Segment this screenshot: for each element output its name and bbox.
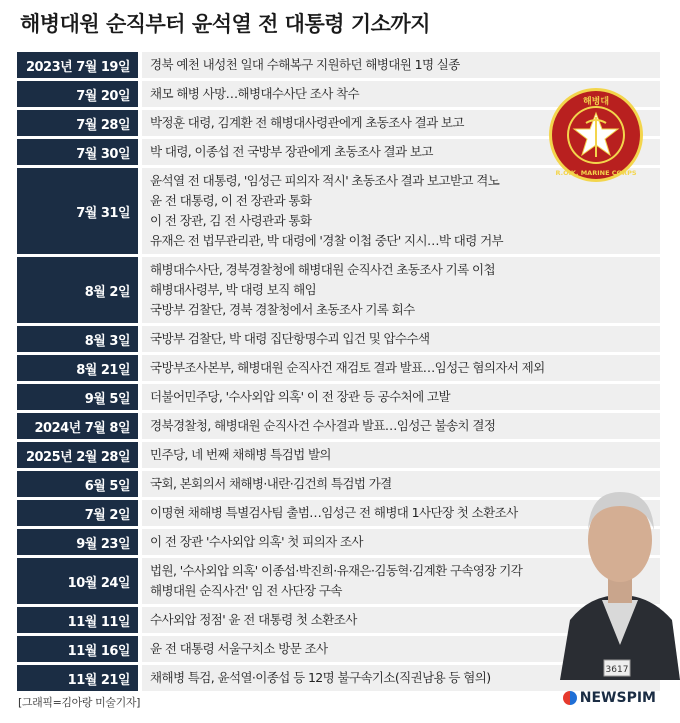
newspim-logo-icon (563, 691, 577, 705)
timeline-date: 6월 5일 (17, 471, 138, 497)
timeline-event-line: 유재은 전 법무관리관, 박 대령에 '경찰 이첩 중단' 지시…박 대령 거부 (150, 233, 504, 248)
timeline-row (17, 413, 660, 439)
timeline-date: 2025년 2월 28일 (17, 442, 138, 468)
timeline-event (142, 326, 660, 352)
portrait-badge: 3617 (605, 665, 629, 675)
timeline-event-line: 국방부 검찰단, 경북 경찰청에서 초동조사 기록 회수 (150, 302, 415, 317)
timeline-event-line: 윤석열 전 대통령, '임성근 피의자 적시' 초동조사 결과 보고받고 격노 (150, 173, 500, 188)
emblem-bottom-text: R.O.K. MARINE CORPS (555, 169, 637, 177)
timeline-date: 7월 28일 (17, 110, 138, 136)
timeline-event-line: 해병대사령부, 박 대령 보직 해임 (150, 282, 317, 297)
timeline-date: 8월 2일 (17, 257, 138, 323)
timeline-date: 9월 5일 (17, 384, 138, 410)
timeline-event-line: 채모 해병 사망…해병대수사단 조사 착수 (150, 86, 359, 101)
timeline-event-line: 이 전 장관, 김 전 사령관과 통화 (150, 213, 312, 228)
timeline-event-line: 채해병 특검, 윤석열·이종섭 등 12명 불구속기소(직권남용 등 혐의) (150, 670, 491, 685)
newspim-logo-text: NEWSPIM (579, 690, 656, 706)
timeline-date: 8월 3일 (17, 326, 138, 352)
timeline-event (142, 257, 660, 323)
page-title: 해병대원 순직부터 윤석열 전 대통령 기소까지 (20, 12, 430, 36)
graphic-credit: [그래픽=김아랑 미술기자] (18, 696, 140, 709)
timeline-event (142, 413, 660, 439)
timeline-event-line: 국방부조사본부, 해병대원 순직사건 재검토 결과 발표…임성근 혐의자서 제외 (150, 360, 545, 375)
timeline-event-line: 윤 전 대통령 서울구치소 방문 조사 (150, 641, 328, 656)
timeline-event-line: 더불어민주당, '수사외압 의혹' 이 전 장관 등 공수처에 고발 (150, 389, 450, 404)
timeline-event-line: 경북 예천 내성천 일대 수해복구 지원하던 해병대원 1명 실종 (150, 57, 460, 72)
timeline-event-line: 민주당, 네 번째 채해병 특검법 발의 (150, 447, 331, 462)
timeline-event-line: 이 전 장관 '수사외압 의혹' 첫 피의자 조사 (150, 534, 363, 549)
newspim-logo (563, 690, 656, 706)
timeline-date: 7월 31일 (17, 168, 138, 254)
timeline-event (142, 52, 660, 78)
timeline-event-line: 윤 전 대통령, 이 전 장관과 통화 (150, 193, 312, 208)
timeline-event-line: 경북경찰청, 해병대원 순직사건 수사결과 발표…임성근 불송치 결정 (150, 418, 496, 433)
timeline-event-line: 국회, 본회의서 채해병·내란·김건희 특검법 가결 (150, 476, 392, 491)
timeline-event (142, 384, 660, 410)
timeline-row (17, 355, 660, 381)
timeline-event-line: 해병대원 순직사건' 임 전 사단장 구속 (150, 583, 342, 598)
emblem-top-text: 해병대 (582, 97, 610, 107)
marine-corps-emblem-icon (548, 87, 644, 183)
timeline-event-line: 박정훈 대령, 김계환 전 해병대사령관에게 초동조사 결과 보고 (150, 115, 464, 130)
timeline-date: 11월 11일 (17, 607, 138, 633)
timeline-event-line: 이명현 채해병 특별검사팀 출범…임성근 전 해병대 1사단장 첫 소환조사 (150, 505, 518, 520)
timeline-row (17, 442, 660, 468)
timeline-date: 9월 23일 (17, 529, 138, 555)
timeline-event-line: 법원, '수사외압 의혹' 이종섭·박진희·유재은·김동혁·김계환 구속영장 기각 (150, 563, 523, 578)
timeline-row (17, 384, 660, 410)
timeline-date: 7월 20일 (17, 81, 138, 107)
timeline-row (17, 326, 660, 352)
timeline-date: 2023년 7월 19일 (17, 52, 138, 78)
timeline-event-line: 해병대수사단, 경북경찰청에 해병대원 순직사건 초동조사 기록 이첩 (150, 262, 495, 277)
person-portrait-icon (560, 470, 680, 680)
timeline-row (17, 257, 660, 323)
timeline-row (17, 52, 660, 78)
timeline-event (142, 355, 660, 381)
timeline-date: 10월 24일 (17, 558, 138, 604)
timeline-event-line: 박 대령, 이종섭 전 국방부 장관에게 초동조사 결과 보고 (150, 144, 433, 159)
timeline-date: 11월 16일 (17, 636, 138, 662)
timeline-event (142, 442, 660, 468)
timeline-date: 7월 2일 (17, 500, 138, 526)
timeline-event-line: 국방부 검찰단, 박 대령 집단항명수괴 입건 및 압수수색 (150, 331, 430, 346)
timeline-date: 2024년 7월 8일 (17, 413, 138, 439)
timeline-event-line: 수사외압 정점' 윤 전 대통령 첫 소환조사 (150, 612, 357, 627)
timeline-date: 7월 30일 (17, 139, 138, 165)
timeline-date: 11월 21일 (17, 665, 138, 691)
timeline-date: 8월 21일 (17, 355, 138, 381)
